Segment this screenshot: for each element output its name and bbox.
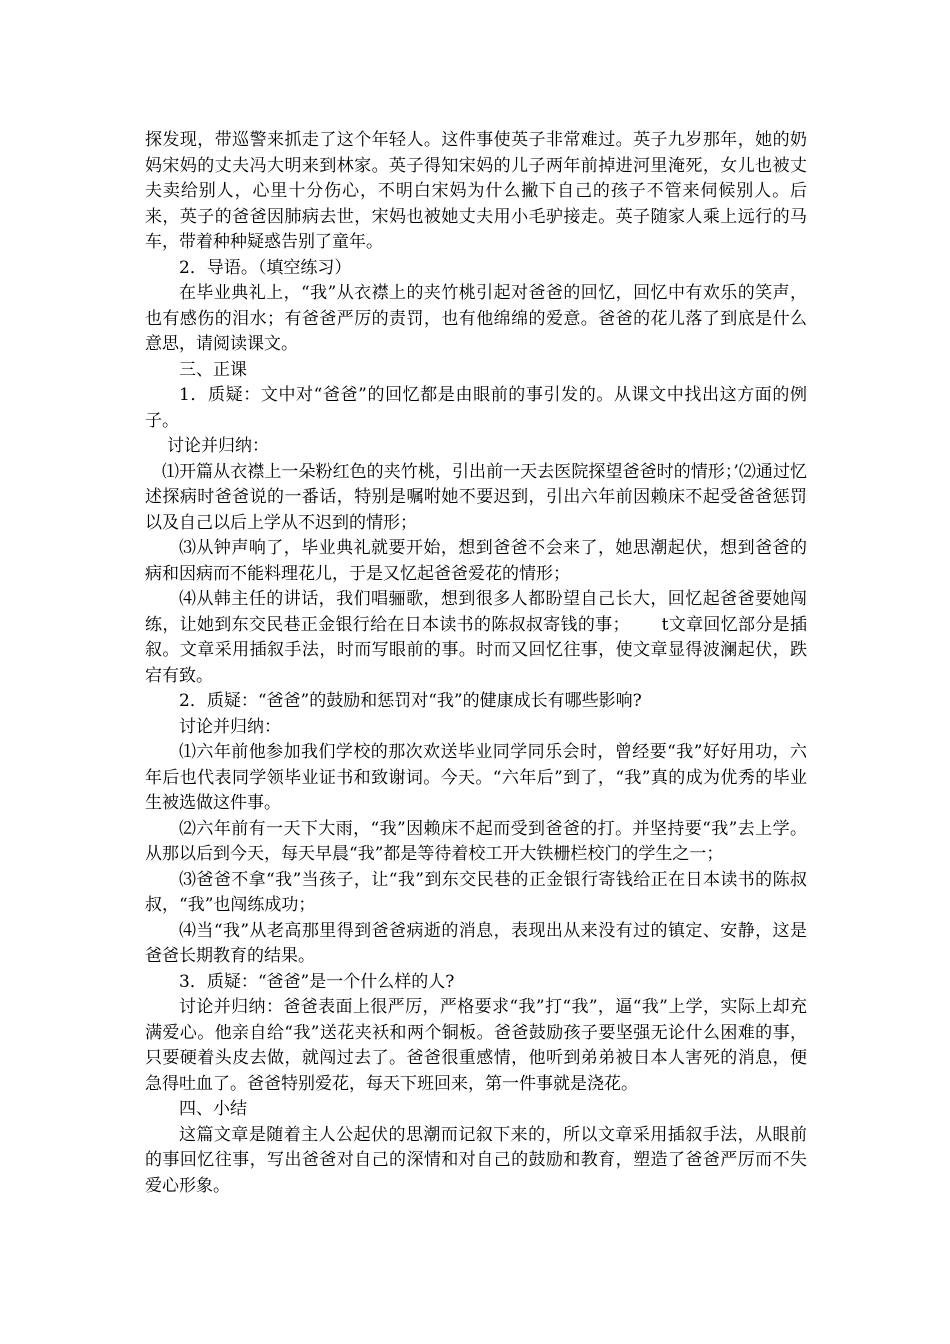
paragraph-effect-2: ⑵六年前有一天下大雨，“我”因赖床不起而受到爸爸的打。并坚持要“我”去上学。从那以后到今天，每天早晨“我”都是等待着校工开大铁栅栏校门的学生之一； (145, 818, 807, 864)
paragraph-effect-4: ⑷当“我”从老高那里得到爸爸病逝的消息，表现出从来没有过的镇定、安静，这是爸爸长期教育的结果。 (145, 920, 807, 966)
section-heading-main-lesson: 三、正课 (179, 359, 247, 380)
paragraph-question-1: 1．质疑：文中对“爸爸”的回忆都是由眼前的事引发的。从课文中找出这方面的例子。 (145, 385, 807, 431)
paragraph-intro-text: 在毕业典礼上，“我”从衣襟上的夹竹桃引起对爸爸的回忆，回忆中有欢乐的笑声，也有感伤的泪水；有爸爸严厉的责罚，也有他绵绵的爱意。爸爸的花儿落了到底是什么意思，请阅读课文。 (145, 283, 807, 354)
paragraph-story-summary: 探发现，带巡警来抓走了这个年轻人。这件事使英子非常难过。英子九岁那年，她的奶妈宋妈的丈夫冯大明来到林家。英子得知宋妈的儿子两年前掉进河里淹死，女儿也被丈夫卖给别人，心里十分伤心，不明白宋妈为什么撇下自己的孩子不管来伺候别人。后来，英子的爸爸因肺病去世，宋妈也被她丈夫用小毛驴接走。英子随家人乘上远行的马车，带着种种疑惑告别了童年。 (145, 130, 807, 252)
paragraph-discussion-label-1: 讨论并归纳： (167, 436, 269, 456)
paragraph-point-3: ⑶从钟声响了，毕业典礼就要开始，想到爸爸不会来了，她思潮起伏，想到爸爸的病和因病而不能料理花儿，于是又忆起爸爸爱花的情形； (145, 538, 807, 584)
paragraph-discussion-label-2: 讨论并归纳： (179, 716, 281, 737)
document-page (145, 128, 807, 1199)
section-heading-summary: 四、小结 (179, 1099, 247, 1119)
paragraph-question-2: 2．质疑：“爸爸”的鼓励和惩罚对“我”的健康成长有哪些影响? (179, 691, 642, 711)
paragraph-question-3: 3．质疑：“爸爸”是一个什么样的人? (179, 971, 455, 992)
paragraph-effect-3: ⑶爸爸不拿“我”当孩子，让“我”到东交民巷的正金银行寄钱给正在日本读书的陈叔叔，“我”也闯练成功； (145, 869, 807, 915)
paragraph-effect-1: ⑴六年前他参加我们学校的那次欢送毕业同学同乐会时，曾经要“我”好好用功，六年后也代表同学领毕业证书和致谢词。今天。“六年后”到了，“我”真的成为优秀的毕业生被选做这件事。 (145, 742, 807, 813)
paragraph-discussion-answer-3: 讨论并归纳：爸爸表面上很严厉，严格要求“我”打“我”，逼“我”上学，实际上却充满爱心。他亲自给“我”送花夹袄和两个铜板。爸爸鼓励孩子要坚强无论什么困难的事，只要硬着头皮去做，就闯过去了。爸爸很重感情，他听到弟弟被日本人害死的消息，便急得吐血了。爸爸特别爱花，每天下班回来，第一件事就是浇花。 (145, 997, 807, 1094)
paragraph-point-1-2: ⑴开篇从衣襟上一朵粉红色的夹竹桃，引出前一天去医院探望爸爸时的情形；’⑵通过忆述探病时爸爸说的一番话，特别是嘱咐她不要迟到，引出六年前因赖床不起受爸爸惩罚以及自己以后上学从不迟到的情形； (145, 461, 807, 533)
paragraph-intro-heading: 2．导语。（填空练习） (179, 257, 352, 278)
paragraph-point-4: ⑷从韩主任的讲话，我们唱骊歌，想到很多人都盼望自己长大，回忆起爸爸要她闯练，让她到东交民巷正金银行给在日本读书的陈叔叔寄钱的事； t文章回忆部分是插叙。文章采用插叙手法，时而写眼前的事。时而又回忆往事，使文章显得波澜起伏，跌宕有致。 (145, 589, 807, 686)
paragraph-summary: 这篇文章是随着主人公起伏的思潮而记叙下来的，所以文章采用插叙手法，从眼前的事回忆往事，写出爸爸对自己的深情和对自己的鼓励和教育，塑造了爸爸严厉而不失爱心形象。 (145, 1124, 807, 1196)
